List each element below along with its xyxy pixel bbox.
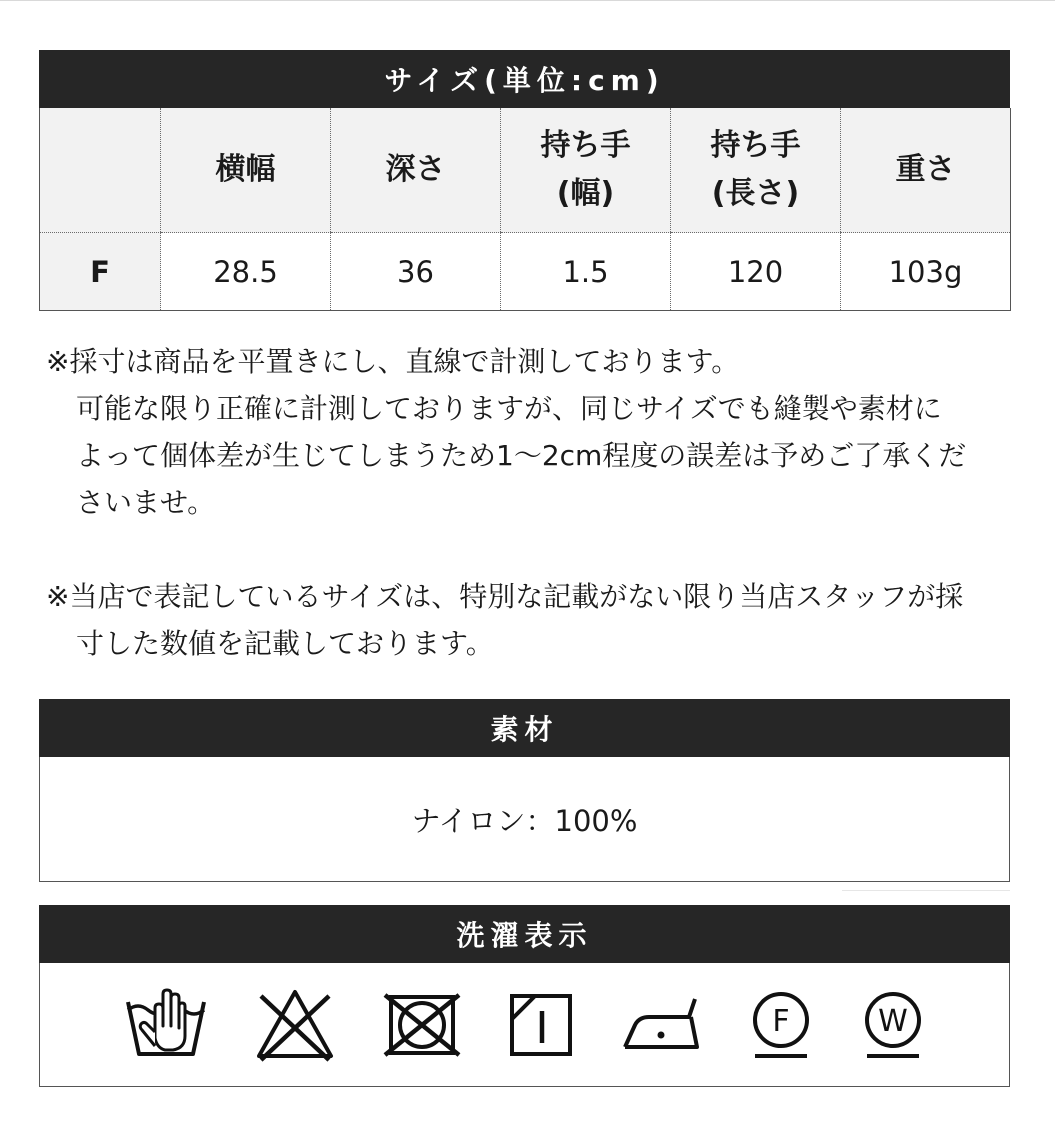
value-width: 28.5 — [161, 233, 331, 311]
top-divider — [0, 0, 1055, 1]
note-line: ※採寸は商品を平置きにし、直線で計測しております。 — [46, 345, 740, 378]
header-handle-length-line2: (長さ) — [711, 176, 800, 211]
size-section-title: サイズ(単位:cm) — [39, 50, 1010, 108]
material-box — [39, 757, 1010, 882]
header-weight-label: 重さ — [895, 152, 956, 187]
row-size-label: F — [40, 233, 161, 311]
material-section-title: 素材 — [39, 699, 1010, 757]
value-handle-width: 1.5 — [501, 233, 671, 311]
header-handle-width-line2: (幅) — [556, 176, 615, 211]
size-table-corner-cell — [40, 108, 161, 233]
line-dry-shade-icon — [509, 993, 573, 1057]
faint-divider — [842, 890, 1010, 891]
table-row — [40, 233, 1011, 311]
header-width — [161, 108, 331, 233]
size-source-note — [46, 573, 1011, 667]
note-line: 可能な限り正確に計測しておりますが、同じサイズでも縫製や素材に — [76, 392, 942, 425]
header-depth — [331, 108, 501, 233]
care-section-title: 洗濯表示 — [39, 905, 1010, 963]
header-width-label: 横幅 — [215, 152, 276, 187]
note-line: さいませ。 — [76, 486, 216, 519]
no-tumble-dry-icon — [383, 993, 461, 1057]
iron-low-icon — [621, 995, 701, 1055]
value-depth: 36 — [331, 233, 501, 311]
dry-clean-letter: F — [771, 1003, 790, 1039]
wet-clean-w-icon — [861, 990, 925, 1060]
size-table-header-row — [40, 108, 1011, 233]
value-weight: 103g — [841, 233, 1011, 311]
header-handle-length — [671, 108, 841, 233]
header-handle-length-line1: 持ち手 — [710, 128, 801, 163]
hand-wash-icon — [125, 988, 207, 1062]
no-bleach-icon — [255, 988, 335, 1062]
note-line: ※当店で表記しているサイズは、特別な記載がない限り当店スタッフが採 — [46, 580, 964, 613]
material-text: ナイロン：100% — [411, 803, 638, 838]
note-line: よって個体差が生じてしまうため1～2cm程度の誤差は予めご了承くだ — [76, 439, 967, 472]
size-table — [39, 108, 1011, 311]
note-line: 寸した数値を記載しております。 — [76, 627, 494, 660]
header-handle-width — [501, 108, 671, 233]
value-handle-length: 120 — [671, 233, 841, 311]
measurement-note — [46, 338, 1011, 526]
wet-clean-letter: W — [877, 1003, 908, 1039]
header-handle-width-line1: 持ち手 — [540, 128, 631, 163]
header-depth-label: 深さ — [385, 152, 446, 187]
header-weight — [841, 108, 1011, 233]
care-box — [39, 963, 1010, 1087]
dry-clean-f-icon — [749, 990, 813, 1060]
care-icons — [101, 988, 949, 1062]
